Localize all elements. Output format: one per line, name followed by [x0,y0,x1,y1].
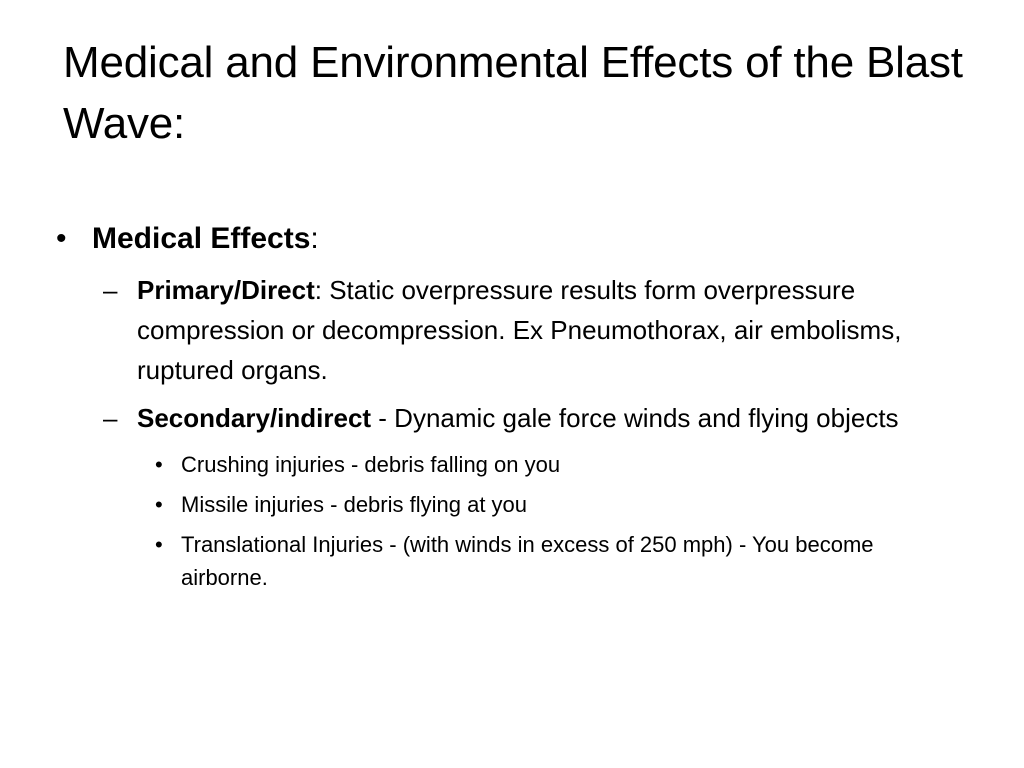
subitem-text: Translational Injuries - (with winds in excess of 250 mph) - You become airborne. [181,532,874,590]
subitem-missile-injuries [155,488,941,521]
bullet-icon: • [155,532,163,557]
slide-title: Medical and Environmental Effects of the Blast Wave: [63,38,963,148]
bullet-icon: • [155,452,163,477]
heading-colon: : [310,222,319,255]
primary-direct-label: Primary/Direct [137,275,315,305]
primary-direct-text: : Static overpressure results form overpressure compression or decompression. Ex Pneumothorax, air embolisms, ruptured organs. [137,275,902,385]
bullet-icon: • [155,492,163,517]
dash-icon: – [103,403,118,433]
item-primary-direct [103,270,927,390]
dash-icon: – [103,275,118,305]
item-secondary-indirect [103,398,927,438]
subitem-crushing-injuries [155,448,941,481]
bullet-medical-effects [56,218,972,260]
subitem-text: Crushing injuries - debris falling on you [181,452,561,477]
subitem-translational-injuries [155,528,941,594]
slide-body [0,218,1024,594]
medical-effects-heading: Medical Effects [92,222,311,255]
subitem-text: Missile injuries - debris flying at you [181,492,528,517]
secondary-indirect-text: - Dynamic gale force winds and flying objects [371,403,899,433]
secondary-indirect-label: Secondary/indirect [137,403,372,433]
bullet-icon: • [56,222,67,255]
